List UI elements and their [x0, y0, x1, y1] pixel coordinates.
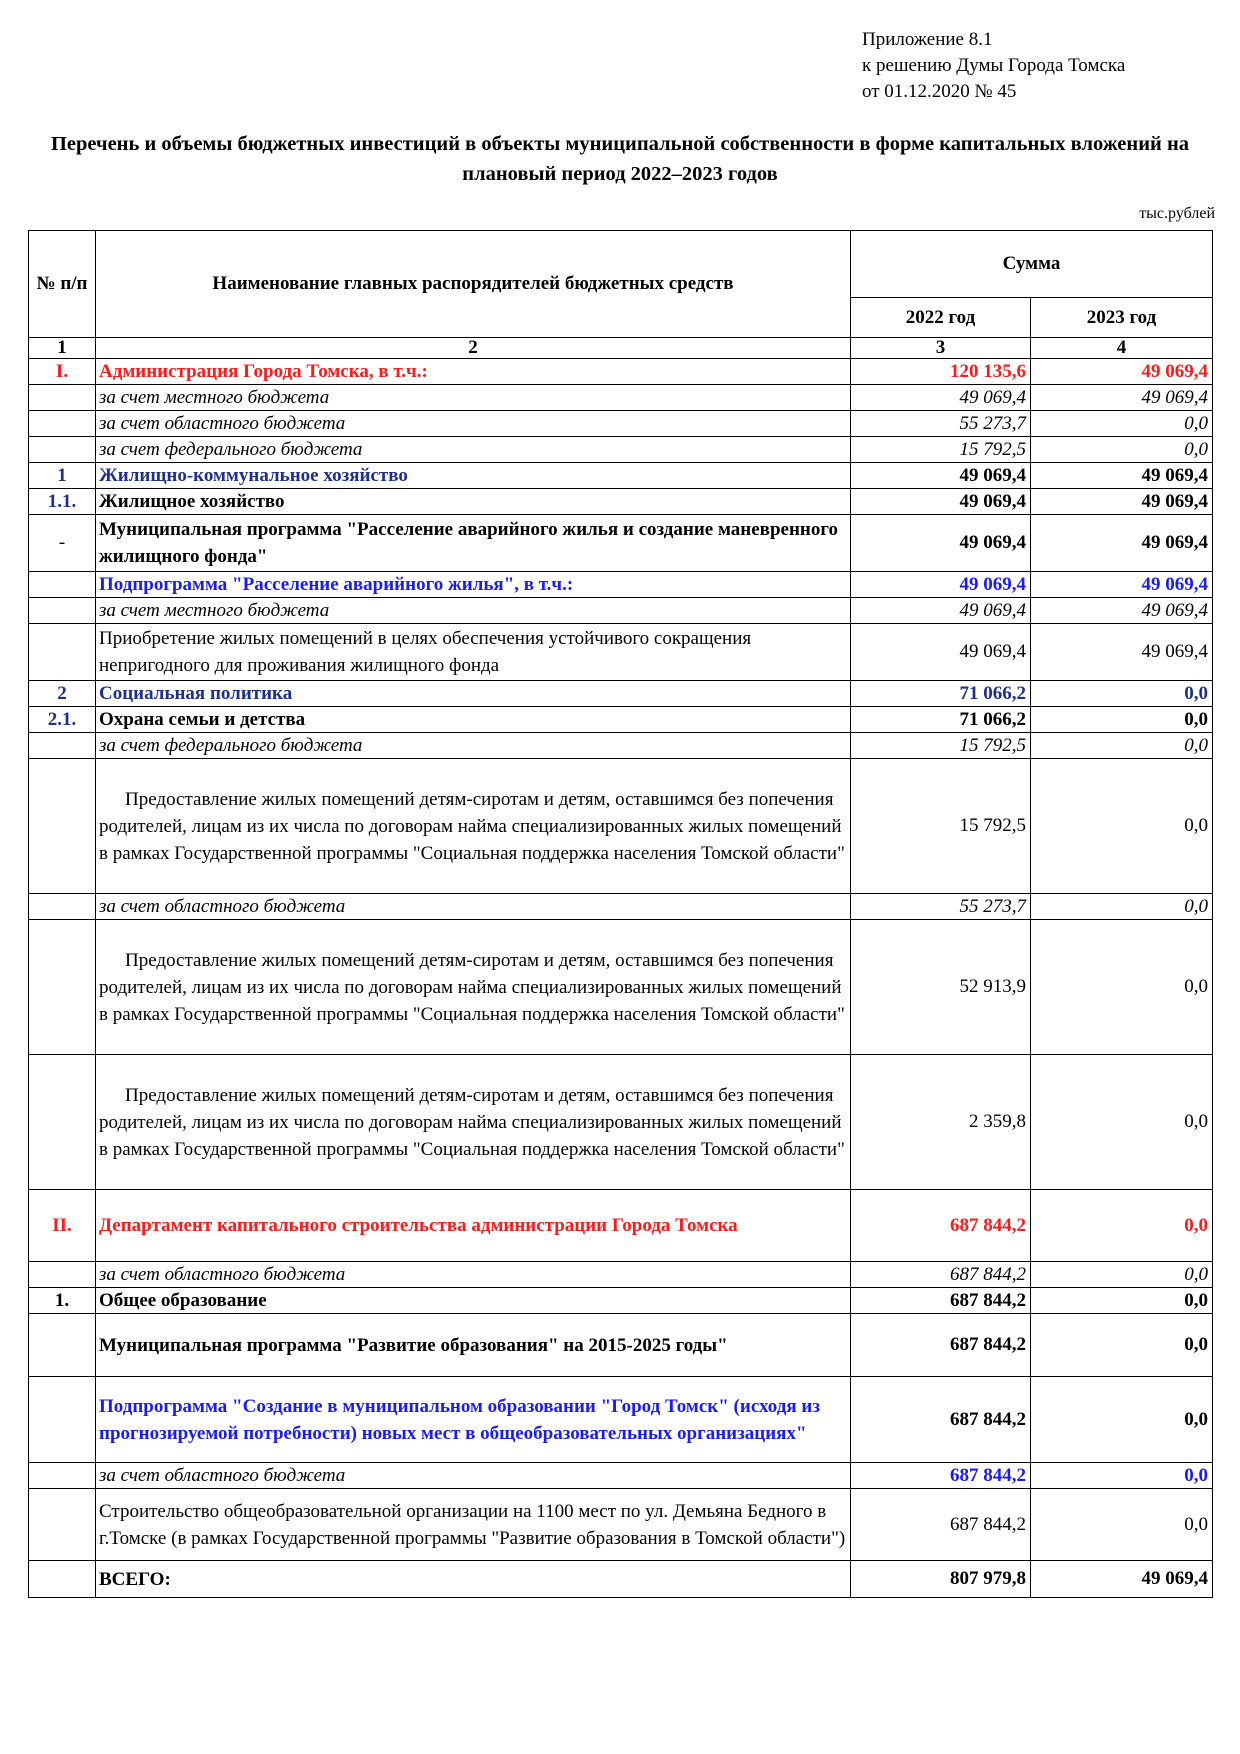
row-num: I. [29, 359, 96, 385]
row-2022: 687 844,2 [851, 1190, 1031, 1262]
row-num: 1. [29, 1288, 96, 1314]
header-name: Наименование главных распорядителей бюджетных средств [96, 231, 851, 338]
row-name: Предоставление жилых помещений детям-сиротам и детям, оставшимся без попечения родителей, лицам из их числа по договорам найма специализированных жилых помещений в рамках Государственной программы "Социальная поддержка населения Томской области" [96, 759, 851, 894]
total-row [29, 1561, 1213, 1598]
row-name: Охрана семьи и детства [96, 707, 851, 733]
row-2022: 55 273,7 [851, 411, 1031, 437]
table-row [29, 359, 1213, 385]
row-2023: 0,0 [1031, 920, 1213, 1055]
row-2022: 49 069,4 [851, 624, 1031, 681]
row-2022: 687 844,2 [851, 1288, 1031, 1314]
units-label: тыс.рублей [1139, 205, 1215, 222]
row-name: Предоставление жилых помещений детям-сиротам и детям, оставшимся без попечения родителей, лицам из их числа по договорам найма специализированных жилых помещений в рамках Государственной программы "Социальная поддержка населения Томской области" [96, 1055, 851, 1190]
row-name: за счет областного бюджета [96, 1463, 851, 1489]
row-num [29, 894, 96, 920]
appendix-line-3: от 01.12.2020 № 45 [862, 81, 1017, 102]
row-num [29, 624, 96, 681]
table-row [29, 681, 1213, 707]
row-name: Приобретение жилых помещений в целях обеспечения устойчивого сокращения непригодного для проживания жилищного фонда [96, 624, 851, 681]
total-2023: 49 069,4 [1031, 1561, 1213, 1598]
row-name: Жилищно-коммунальное хозяйство [96, 463, 851, 489]
row-2023: 0,0 [1031, 1055, 1213, 1190]
row-2023: 49 069,4 [1031, 624, 1213, 681]
row-2023: 0,0 [1031, 437, 1213, 463]
table-row [29, 624, 1213, 681]
row-num [29, 1489, 96, 1561]
table-row [29, 572, 1213, 598]
row-name: за счет областного бюджета [96, 894, 851, 920]
row-2023: 49 069,4 [1031, 572, 1213, 598]
row-num [29, 759, 96, 894]
row-name: Подпрограмма "Расселение аварийного жилья", в т.ч.: [96, 572, 851, 598]
table-row [29, 920, 1213, 1055]
row-name: за счет областного бюджета [96, 1262, 851, 1288]
row-num: 1 [29, 463, 96, 489]
table-row [29, 515, 1213, 572]
header-2022: 2022 год [851, 298, 1031, 338]
row-num: 1.1. [29, 489, 96, 515]
row-num [29, 385, 96, 411]
row-2023: 49 069,4 [1031, 489, 1213, 515]
table-row [29, 437, 1213, 463]
row-num [29, 598, 96, 624]
appendix-line-1: Приложение 8.1 [862, 29, 993, 50]
row-2023: 0,0 [1031, 1314, 1213, 1377]
row-2022: 49 069,4 [851, 385, 1031, 411]
row-2022: 49 069,4 [851, 515, 1031, 572]
row-num [29, 733, 96, 759]
row-2022: 2 359,8 [851, 1055, 1031, 1190]
row-2023: 0,0 [1031, 707, 1213, 733]
row-num [29, 920, 96, 1055]
budget-table [28, 230, 1213, 1598]
table-row [29, 1489, 1213, 1561]
row-num: 2 [29, 681, 96, 707]
row-name: Социальная политика [96, 681, 851, 707]
table-row [29, 1377, 1213, 1463]
table-row [29, 1055, 1213, 1190]
row-2022: 15 792,5 [851, 759, 1031, 894]
table-row [29, 1463, 1213, 1489]
row-name: Предоставление жилых помещений детям-сиротам и детям, оставшимся без попечения родителей, лицам из их числа по договорам найма специализированных жилых помещений в рамках Государственной программы "Социальная поддержка населения Томской области" [96, 920, 851, 1055]
row-2023: 0,0 [1031, 1288, 1213, 1314]
row-num: II. [29, 1190, 96, 1262]
row-2022: 71 066,2 [851, 707, 1031, 733]
row-2023: 49 069,4 [1031, 385, 1213, 411]
header-sum: Сумма [851, 231, 1213, 298]
row-name: за счет федерального бюджета [96, 437, 851, 463]
colnum-1: 1 [29, 338, 96, 359]
row-2022: 120 135,6 [851, 359, 1031, 385]
row-2022: 49 069,4 [851, 463, 1031, 489]
row-name: Жилищное хозяйство [96, 489, 851, 515]
row-name: Подпрограмма "Создание в муниципальном образовании "Город Томск" (исходя из прогнозируемой потребности) новых мест в общеобразовательных организациях" [96, 1377, 851, 1463]
row-2022: 52 913,9 [851, 920, 1031, 1055]
row-name: Администрация Города Томска, в т.ч.: [96, 359, 851, 385]
row-2022: 49 069,4 [851, 489, 1031, 515]
row-2022: 687 844,2 [851, 1314, 1031, 1377]
colnum-4: 4 [1031, 338, 1213, 359]
row-name: Муниципальная программа "Развитие образования" на 2015-2025 годы" [96, 1314, 851, 1377]
table-row [29, 894, 1213, 920]
row-2023: 49 069,4 [1031, 359, 1213, 385]
appendix-line-2: к решению Думы Города Томска [862, 55, 1126, 76]
row-2023: 49 069,4 [1031, 463, 1213, 489]
row-2022: 49 069,4 [851, 572, 1031, 598]
row-2023: 0,0 [1031, 1190, 1213, 1262]
document-title: Перечень и объемы бюджетных инвестиций в объекты муниципальной собственности в форме капитальных вложений на плановый период 2022–2023 годов [50, 133, 1190, 185]
row-num: 2.1. [29, 707, 96, 733]
header-num: № п/п [29, 231, 96, 338]
total-label: ВСЕГО: [96, 1561, 851, 1598]
table-row [29, 385, 1213, 411]
row-num [29, 1055, 96, 1190]
appendix-note [862, 27, 1125, 105]
row-2022: 15 792,5 [851, 437, 1031, 463]
row-2022: 687 844,2 [851, 1489, 1031, 1561]
table-row [29, 1314, 1213, 1377]
row-num [29, 572, 96, 598]
row-num [29, 411, 96, 437]
row-2022: 15 792,5 [851, 733, 1031, 759]
row-2023: 0,0 [1031, 681, 1213, 707]
row-2023: 0,0 [1031, 1262, 1213, 1288]
colnum-2: 2 [96, 338, 851, 359]
row-name: Муниципальная программа "Расселение аварийного жилья и создание маневренного жилищного фонда" [96, 515, 851, 572]
row-2023: 0,0 [1031, 1489, 1213, 1561]
table-row [29, 598, 1213, 624]
table-row [29, 411, 1213, 437]
table-row [29, 489, 1213, 515]
row-num: - [29, 515, 96, 572]
row-num [29, 437, 96, 463]
row-2022: 687 844,2 [851, 1463, 1031, 1489]
row-num [29, 1314, 96, 1377]
table-row [29, 733, 1213, 759]
row-num [29, 1262, 96, 1288]
row-2023: 0,0 [1031, 894, 1213, 920]
row-num [29, 1463, 96, 1489]
row-2023: 0,0 [1031, 759, 1213, 894]
header-2023: 2023 год [1031, 298, 1213, 338]
row-2022: 687 844,2 [851, 1262, 1031, 1288]
table-row [29, 1190, 1213, 1262]
row-2022: 49 069,4 [851, 598, 1031, 624]
row-2022: 687 844,2 [851, 1377, 1031, 1463]
row-name: Строительство общеобразовательной организации на 1100 мест по ул. Демьяна Бедного в г.Томске (в рамках Государственной программы "Развитие образования в Томской области") [96, 1489, 851, 1561]
table-row [29, 463, 1213, 489]
row-num [29, 1377, 96, 1463]
table-row [29, 707, 1213, 733]
row-name: за счет областного бюджета [96, 411, 851, 437]
table-row [29, 1262, 1213, 1288]
row-2022: 71 066,2 [851, 681, 1031, 707]
row-name: Общее образование [96, 1288, 851, 1314]
row-name: за счет местного бюджета [96, 598, 851, 624]
table-row [29, 759, 1213, 894]
colnum-3: 3 [851, 338, 1031, 359]
row-name: Департамент капитального строительства администрации Города Томска [96, 1190, 851, 1262]
row-2023: 0,0 [1031, 733, 1213, 759]
row-2023: 0,0 [1031, 1463, 1213, 1489]
row-2023: 0,0 [1031, 1377, 1213, 1463]
row-2022: 55 273,7 [851, 894, 1031, 920]
total-num [29, 1561, 96, 1598]
row-2023: 0,0 [1031, 411, 1213, 437]
table-row [29, 1288, 1213, 1314]
row-name: за счет местного бюджета [96, 385, 851, 411]
row-name: за счет федерального бюджета [96, 733, 851, 759]
row-2023: 49 069,4 [1031, 598, 1213, 624]
row-2023: 49 069,4 [1031, 515, 1213, 572]
total-2022: 807 979,8 [851, 1561, 1031, 1598]
